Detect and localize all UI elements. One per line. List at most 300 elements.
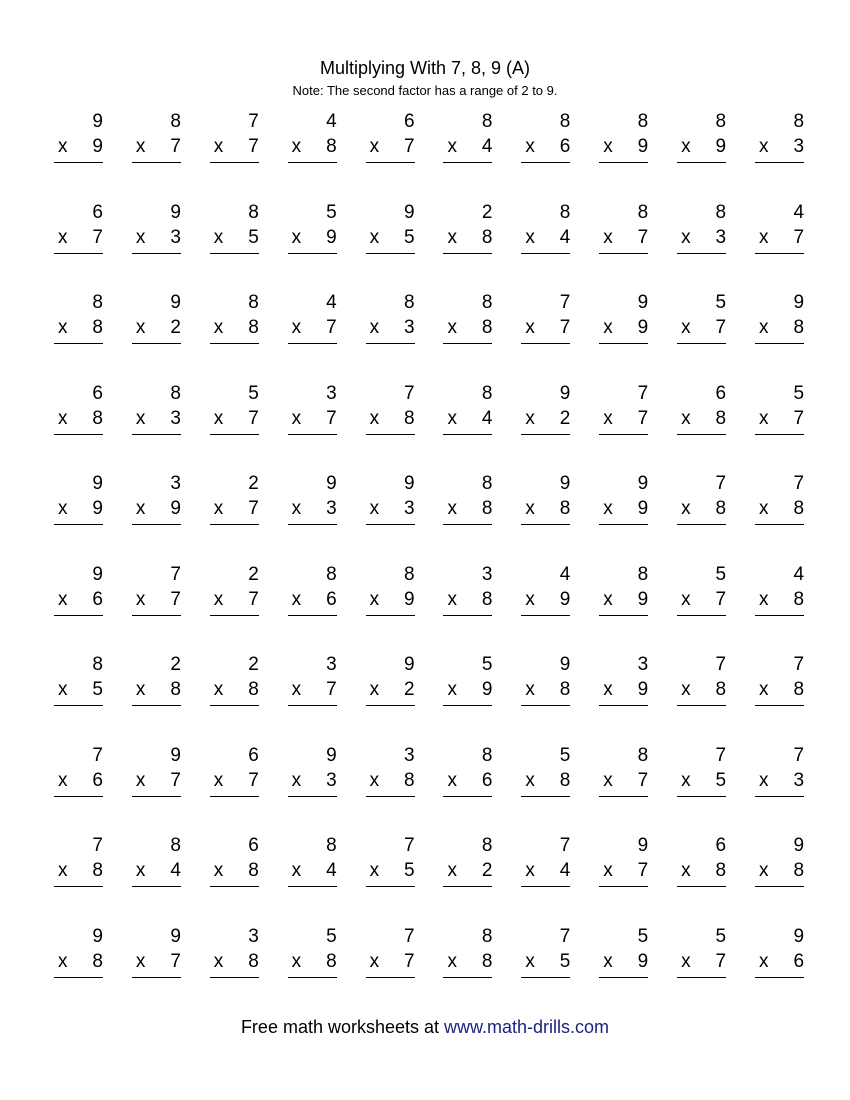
answer-line xyxy=(521,343,570,344)
first-factor: 6 xyxy=(715,835,727,856)
first-factor: 8 xyxy=(481,473,493,494)
second-factor: 3 xyxy=(170,407,181,429)
problem xyxy=(288,561,337,629)
first-factor: 9 xyxy=(793,835,805,856)
answer-line xyxy=(366,524,415,525)
first-factor: 3 xyxy=(637,654,649,675)
multiply-sign: x xyxy=(135,407,146,429)
first-factor: 8 xyxy=(637,744,649,766)
multiply-sign: x xyxy=(681,498,691,519)
second-factor: 7 xyxy=(248,136,259,157)
answer-line xyxy=(443,524,492,525)
page-title: Multiplying With 7, 8, 9 (A) xyxy=(319,58,531,78)
answer-line xyxy=(54,796,103,797)
problem xyxy=(677,923,726,991)
second-factor: 7 xyxy=(326,317,337,338)
answer-line xyxy=(54,253,103,254)
problem xyxy=(132,289,181,357)
problem xyxy=(521,470,570,538)
answer-line xyxy=(288,615,337,616)
problem xyxy=(366,199,415,267)
problem xyxy=(521,742,570,810)
problem xyxy=(443,108,492,176)
first-factor: 9 xyxy=(637,835,649,856)
answer-line xyxy=(210,524,259,525)
problem xyxy=(443,651,492,719)
multiply-sign: x xyxy=(369,588,380,610)
first-factor: 6 xyxy=(92,382,103,404)
second-factor: 8 xyxy=(559,679,571,700)
first-factor: 7 xyxy=(793,473,805,494)
answer-line xyxy=(677,434,726,435)
answer-line xyxy=(755,162,804,163)
answer-line xyxy=(366,434,415,435)
problem xyxy=(366,561,415,629)
answer-line xyxy=(366,253,415,254)
answer-line xyxy=(443,796,492,797)
first-factor: 5 xyxy=(248,382,259,404)
multiply-sign: x xyxy=(135,136,146,157)
second-factor: 7 xyxy=(715,317,727,338)
second-factor: 7 xyxy=(637,860,649,881)
problem xyxy=(366,470,415,538)
problem xyxy=(443,289,492,357)
problem xyxy=(677,742,726,810)
multiply-sign: x xyxy=(291,679,302,700)
multiply-sign: x xyxy=(291,588,302,610)
problem xyxy=(755,832,804,900)
problem xyxy=(443,923,492,991)
second-factor: 9 xyxy=(170,498,181,519)
first-factor: 8 xyxy=(248,292,259,313)
first-factor: 7 xyxy=(403,382,415,404)
second-factor: 8 xyxy=(248,950,259,972)
multiply-sign: x xyxy=(603,226,613,248)
second-factor: 7 xyxy=(92,226,103,248)
answer-line xyxy=(677,343,726,344)
first-factor: 7 xyxy=(559,835,571,856)
first-factor: 5 xyxy=(481,654,493,675)
multiply-sign: x xyxy=(447,498,457,519)
answer-line xyxy=(599,434,648,435)
first-factor: 9 xyxy=(170,925,181,947)
first-factor: 8 xyxy=(793,111,805,132)
first-factor: 8 xyxy=(403,292,415,313)
first-factor: 9 xyxy=(559,382,571,404)
first-factor: 8 xyxy=(170,111,181,132)
second-factor: 7 xyxy=(793,226,805,248)
answer-line xyxy=(599,615,648,616)
second-factor: 3 xyxy=(403,317,415,338)
multiply-sign: x xyxy=(135,950,146,972)
first-factor: 6 xyxy=(248,744,259,766)
multiply-sign: x xyxy=(759,769,769,791)
answer-line xyxy=(677,524,726,525)
second-factor: 7 xyxy=(248,588,259,610)
first-factor: 8 xyxy=(715,111,727,132)
first-factor: 5 xyxy=(637,925,649,947)
multiply-sign: x xyxy=(525,136,535,157)
first-factor: 8 xyxy=(326,835,337,856)
answer-line xyxy=(366,977,415,978)
answer-line xyxy=(677,253,726,254)
first-factor: 4 xyxy=(793,201,805,223)
problem xyxy=(210,289,259,357)
multiply-sign: x xyxy=(603,407,613,429)
first-factor: 9 xyxy=(92,111,103,132)
multiply-sign: x xyxy=(759,498,769,519)
multiply-sign: x xyxy=(58,136,68,157)
problem xyxy=(755,561,804,629)
multiply-sign: x xyxy=(681,769,691,791)
second-factor: 9 xyxy=(637,136,649,157)
problem xyxy=(54,742,103,810)
problem xyxy=(210,470,259,538)
answer-line xyxy=(599,886,648,887)
answer-line xyxy=(443,162,492,163)
multiply-sign: x xyxy=(213,226,224,248)
problem xyxy=(210,561,259,629)
second-factor: 7 xyxy=(403,136,415,157)
answer-line xyxy=(288,434,337,435)
problem xyxy=(599,832,648,900)
answer-line xyxy=(132,886,181,887)
multiply-sign: x xyxy=(213,136,224,157)
problem xyxy=(132,199,181,267)
multiply-sign: x xyxy=(447,950,457,972)
footer-link[interactable]: www.math-drills.com xyxy=(444,1017,610,1037)
multiply-sign: x xyxy=(369,860,380,881)
first-factor: 8 xyxy=(481,925,493,947)
first-factor: 6 xyxy=(92,201,103,223)
problem xyxy=(521,651,570,719)
first-factor: 9 xyxy=(170,744,181,766)
first-factor: 7 xyxy=(170,563,181,585)
problem xyxy=(288,651,337,719)
answer-line xyxy=(210,434,259,435)
second-factor: 7 xyxy=(637,769,649,791)
second-factor: 8 xyxy=(559,498,571,519)
answer-line xyxy=(132,343,181,344)
answer-line xyxy=(677,615,726,616)
first-factor: 7 xyxy=(92,744,103,766)
first-factor: 8 xyxy=(559,111,571,132)
first-factor: 2 xyxy=(248,473,259,494)
second-factor: 8 xyxy=(481,950,493,972)
first-factor: 7 xyxy=(715,654,727,675)
second-factor: 2 xyxy=(403,679,415,700)
second-factor: 8 xyxy=(92,317,103,338)
problem xyxy=(132,380,181,448)
multiply-sign: x xyxy=(213,407,224,429)
second-factor: 4 xyxy=(559,226,571,248)
first-factor: 8 xyxy=(170,382,181,404)
problem xyxy=(210,832,259,900)
problem xyxy=(210,651,259,719)
answer-line xyxy=(210,705,259,706)
multiply-sign: x xyxy=(58,407,68,429)
second-factor: 9 xyxy=(715,136,727,157)
first-factor: 5 xyxy=(715,925,727,947)
first-factor: 7 xyxy=(248,111,259,132)
answer-line xyxy=(54,705,103,706)
second-factor: 9 xyxy=(559,588,571,610)
answer-line xyxy=(132,977,181,978)
answer-line xyxy=(755,796,804,797)
second-factor: 7 xyxy=(793,407,805,429)
first-factor: 9 xyxy=(637,473,649,494)
multiply-sign: x xyxy=(681,679,691,700)
multiply-sign: x xyxy=(213,498,224,519)
second-factor: 3 xyxy=(170,226,181,248)
multiply-sign: x xyxy=(603,679,613,700)
first-factor: 9 xyxy=(793,292,805,313)
multiply-sign: x xyxy=(759,950,769,972)
second-factor: 8 xyxy=(403,407,415,429)
problem xyxy=(54,561,103,629)
answer-line xyxy=(599,253,648,254)
multiply-sign: x xyxy=(135,226,146,248)
answer-line xyxy=(677,977,726,978)
second-factor: 9 xyxy=(637,588,649,610)
problem xyxy=(677,561,726,629)
second-factor: 8 xyxy=(170,679,181,700)
multiply-sign: x xyxy=(213,588,224,610)
answer-line xyxy=(366,886,415,887)
problem xyxy=(443,832,492,900)
multiply-sign: x xyxy=(759,136,769,157)
multiply-sign: x xyxy=(135,860,146,881)
problem xyxy=(366,289,415,357)
multiply-sign: x xyxy=(291,950,302,972)
answer-line xyxy=(132,253,181,254)
problem xyxy=(521,108,570,176)
first-factor: 9 xyxy=(92,473,103,494)
answer-line xyxy=(210,796,259,797)
multiply-sign: x xyxy=(369,226,380,248)
problem xyxy=(132,742,181,810)
first-factor: 9 xyxy=(326,473,337,494)
answer-line xyxy=(443,434,492,435)
multiply-sign: x xyxy=(759,860,769,881)
problem xyxy=(599,742,648,810)
answer-line xyxy=(677,886,726,887)
multiply-sign: x xyxy=(525,226,535,248)
answer-line xyxy=(210,162,259,163)
second-factor: 7 xyxy=(637,407,649,429)
answer-line xyxy=(599,162,648,163)
answer-line xyxy=(521,524,570,525)
multiply-sign: x xyxy=(447,588,457,610)
problem xyxy=(210,108,259,176)
problem xyxy=(443,742,492,810)
answer-line xyxy=(755,434,804,435)
answer-line xyxy=(288,162,337,163)
page-note: Note: The second factor has a range of 2 to 9. xyxy=(292,83,558,98)
second-factor: 9 xyxy=(637,498,649,519)
answer-line xyxy=(288,886,337,887)
problem xyxy=(366,742,415,810)
second-factor: 7 xyxy=(403,950,415,972)
answer-line xyxy=(210,253,259,254)
answer-line xyxy=(132,434,181,435)
answer-line xyxy=(755,253,804,254)
problem xyxy=(599,380,648,448)
second-factor: 8 xyxy=(326,950,337,972)
multiply-sign: x xyxy=(603,950,613,972)
second-factor: 8 xyxy=(326,136,337,157)
problem xyxy=(366,108,415,176)
answer-line xyxy=(755,886,804,887)
answer-line xyxy=(288,253,337,254)
answer-line xyxy=(132,705,181,706)
multiply-sign: x xyxy=(525,407,535,429)
first-factor: 8 xyxy=(248,201,259,223)
first-factor: 6 xyxy=(248,835,259,856)
multiply-sign: x xyxy=(58,950,68,972)
multiply-sign: x xyxy=(447,407,457,429)
answer-line xyxy=(599,796,648,797)
second-factor: 8 xyxy=(481,317,493,338)
problem xyxy=(366,380,415,448)
answer-line xyxy=(132,524,181,525)
second-factor: 9 xyxy=(92,136,103,157)
first-factor: 9 xyxy=(326,744,337,766)
multiply-sign: x xyxy=(291,498,302,519)
multiply-sign: x xyxy=(291,769,302,791)
problem xyxy=(132,832,181,900)
problem xyxy=(755,108,804,176)
problem xyxy=(443,561,492,629)
second-factor: 8 xyxy=(793,860,805,881)
first-factor: 8 xyxy=(559,201,571,223)
first-factor: 7 xyxy=(403,835,415,856)
second-factor: 4 xyxy=(481,407,493,429)
problem xyxy=(677,108,726,176)
multiply-sign: x xyxy=(369,950,380,972)
multiply-sign: x xyxy=(681,136,691,157)
problem xyxy=(288,923,337,991)
answer-line xyxy=(755,343,804,344)
answer-line xyxy=(521,796,570,797)
second-factor: 7 xyxy=(248,407,259,429)
first-factor: 9 xyxy=(170,201,181,223)
first-factor: 8 xyxy=(92,654,103,675)
problem xyxy=(132,651,181,719)
second-factor: 7 xyxy=(715,950,727,972)
problem xyxy=(443,199,492,267)
first-factor: 6 xyxy=(403,111,415,132)
multiply-sign: x xyxy=(369,498,380,519)
answer-line xyxy=(210,886,259,887)
multiply-sign: x xyxy=(525,860,535,881)
first-factor: 3 xyxy=(481,563,493,585)
answer-line xyxy=(755,705,804,706)
answer-line xyxy=(54,343,103,344)
problem xyxy=(677,651,726,719)
answer-line xyxy=(443,343,492,344)
first-factor: 8 xyxy=(403,563,415,585)
problem xyxy=(521,289,570,357)
second-factor: 8 xyxy=(403,769,415,791)
problem xyxy=(366,651,415,719)
second-factor: 7 xyxy=(248,498,259,519)
answer-line xyxy=(521,977,570,978)
first-factor: 9 xyxy=(559,654,571,675)
multiply-sign: x xyxy=(58,679,68,700)
problem xyxy=(755,923,804,991)
second-factor: 2 xyxy=(170,317,181,338)
first-factor: 4 xyxy=(559,563,571,585)
first-factor: 9 xyxy=(403,654,415,675)
first-factor: 7 xyxy=(637,382,649,404)
first-factor: 7 xyxy=(403,925,415,947)
second-factor: 7 xyxy=(326,679,337,700)
multiply-sign: x xyxy=(369,679,380,700)
second-factor: 8 xyxy=(793,679,805,700)
multiply-sign: x xyxy=(681,226,691,248)
multiply-sign: x xyxy=(135,588,146,610)
answer-line xyxy=(366,796,415,797)
multiply-sign: x xyxy=(759,407,769,429)
answer-line xyxy=(755,615,804,616)
footer-text: Free math worksheets at xyxy=(240,1017,445,1037)
first-factor: 9 xyxy=(403,201,415,223)
first-factor: 3 xyxy=(326,382,337,404)
second-factor: 6 xyxy=(559,136,571,157)
multiply-sign: x xyxy=(603,860,613,881)
first-factor: 8 xyxy=(481,292,493,313)
second-factor: 8 xyxy=(92,950,103,972)
problem xyxy=(677,380,726,448)
multiply-sign: x xyxy=(135,679,146,700)
second-factor: 3 xyxy=(793,136,805,157)
problem xyxy=(521,380,570,448)
first-factor: 7 xyxy=(793,744,805,766)
answer-line xyxy=(521,434,570,435)
multiply-sign: x xyxy=(525,498,535,519)
first-factor: 8 xyxy=(481,111,493,132)
first-factor: 7 xyxy=(715,473,727,494)
second-factor: 7 xyxy=(170,588,181,610)
second-factor: 3 xyxy=(715,226,727,248)
multiply-sign: x xyxy=(681,588,691,610)
multiply-sign: x xyxy=(759,588,769,610)
problem xyxy=(755,651,804,719)
answer-line xyxy=(288,796,337,797)
problem xyxy=(599,651,648,719)
first-factor: 2 xyxy=(248,563,259,585)
problem xyxy=(288,742,337,810)
second-factor: 4 xyxy=(326,860,337,881)
multiply-sign: x xyxy=(447,679,457,700)
answer-line xyxy=(288,524,337,525)
problem xyxy=(521,199,570,267)
first-factor: 8 xyxy=(481,835,493,856)
first-factor: 8 xyxy=(481,382,493,404)
problem xyxy=(54,199,103,267)
problem xyxy=(599,561,648,629)
answer-line xyxy=(599,705,648,706)
second-factor: 7 xyxy=(559,317,571,338)
first-factor: 3 xyxy=(403,744,415,766)
problem xyxy=(521,561,570,629)
multiply-sign: x xyxy=(369,317,380,338)
first-factor: 9 xyxy=(637,292,649,313)
problem xyxy=(755,470,804,538)
problem xyxy=(521,832,570,900)
second-factor: 2 xyxy=(559,407,571,429)
